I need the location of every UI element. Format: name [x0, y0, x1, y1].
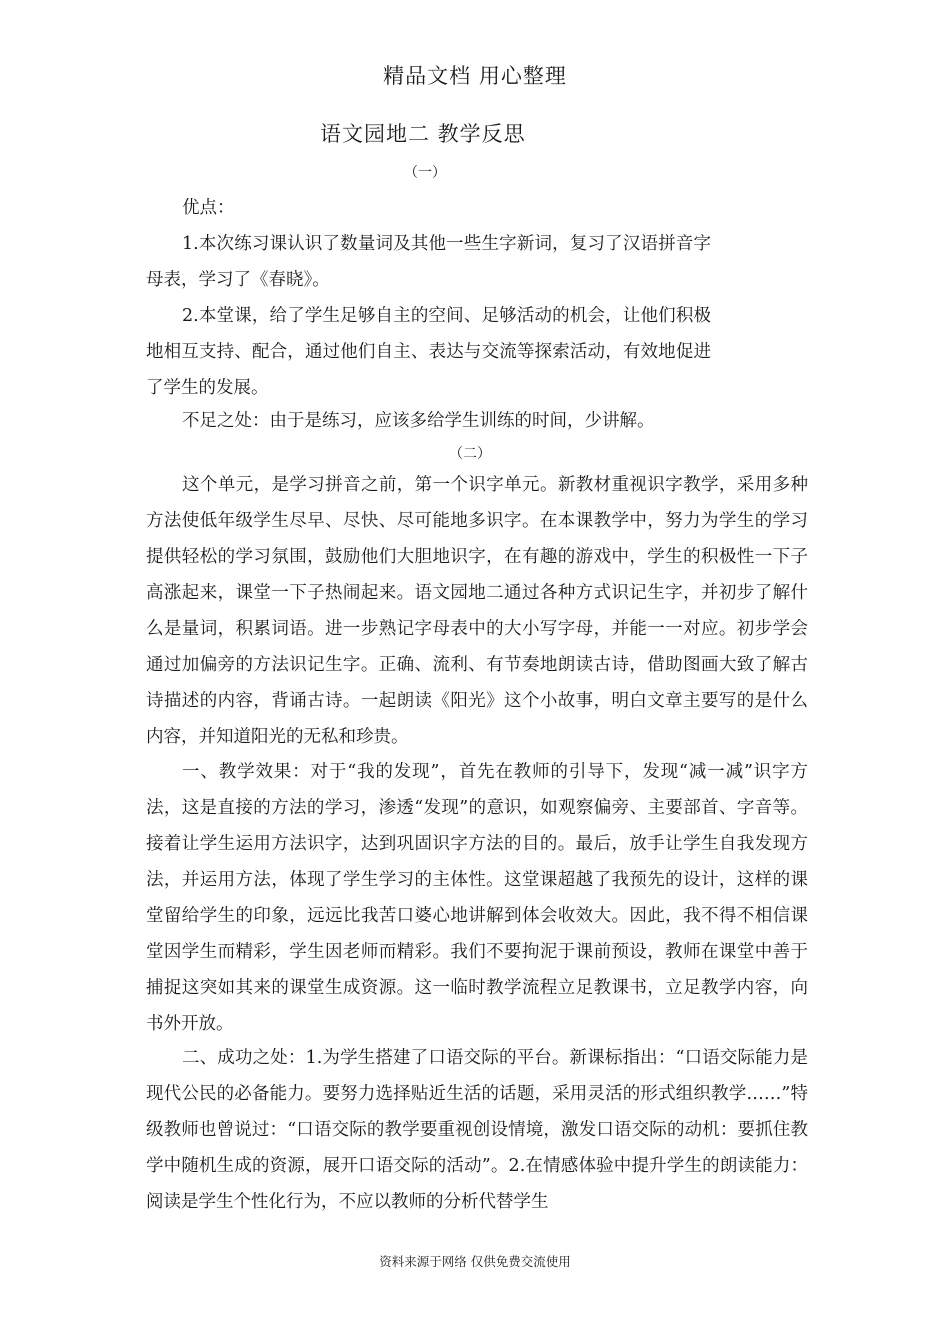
section-1-paragraph: 2.本堂课，给了学生足够自主的空间、足够活动的机会，让他们积极地相互支持、配合，通过他们自主、表达与交流等探索活动，有效地促进了学生的发展。: [146, 306, 711, 398]
section-1-paragraph: 不足之处：由于是练习，应该多给学生训练的时间，少讲解。: [182, 411, 655, 431]
document-title: 语文园地二 教学反思: [320, 122, 526, 146]
section-2-paragraph: 这个单元，是学习拼音之前，第一个识字单元。新教材重视识字教学，采用多种方法使低年级学生尽早、尽快、尽可能地多识字。在本课教学中，努力为学生的学习提供轻松的学习氛围，鼓励他们大胆地识字，在有趣的游戏中，学生的积极性一下子高涨起来，课堂一下子热闹起来。语文园地二通过各种方式识记生字，并初步了解什么是量词，积累词语。进一步熟记字母表中的大小写字母，并能一一对应。初步学会通过加偏旁的方法识记生字。正确、流利、有节奏地朗读古诗，借助图画大致了解古诗描述的内容，背诵古诗。一起朗读《阳光》这个小故事，明白文章主要写的是什么内容，并知道阳光的无私和珍贵。: [146, 475, 808, 747]
page-footer: 资料来源于网络 仅供免费交流使用: [379, 1254, 571, 1269]
section-2-label: （二）: [449, 446, 491, 462]
page-header: 精品文档 用心整理: [383, 64, 567, 88]
section-2-paragraph: 一、教学效果：对于“我的发现”，首先在教师的引导下，发现“减一减”识字方法，这是直接的方法的学习，渗透“发现”的意识，如观察偏旁、主要部首、字音等。接着让学生运用方法识字，达到巩固识字方法的目的。最后，放手让学生自我发现方法，并运用方法，体现了学生学习的主体性。这堂课超越了我预先的设计，这样的课堂留给学生的印象，远远比我苦口婆心地讲解到体会收效大。因此，我不得不相信课堂因学生而精彩，学生因老师而精彩。我们不要拘泥于课前预设，教师在课堂中善于捕捉这突如其来的课堂生成资源。这一临时教学流程立足教课书，立足教学内容，向书外开放。: [146, 762, 808, 1034]
section-1-paragraph: 1.本次练习课认识了数量词及其他一些生字新词，复习了汉语拼音字母表，学习了《春晓》。: [146, 234, 711, 290]
section-1-label: （一）: [404, 165, 446, 181]
section-1-paragraph: 优点：: [182, 198, 235, 218]
section-2-paragraph: 二、成功之处：1.为学生搭建了口语交际的平台。新课标指出：“口语交际能力是现代公民的必备能力。要努力选择贴近生活的话题，采用灵活的形式组织教学……”特级教师也曾说过：“口语交际的教学要重视创设情境，激发口语交际的动机：要抓住教学中随机生成的资源，展开口语交际的活动”。2.在情感体验中提升学生的朗读能力：阅读是学生个性化行为，不应以教师的分析代替学生: [146, 1048, 808, 1212]
